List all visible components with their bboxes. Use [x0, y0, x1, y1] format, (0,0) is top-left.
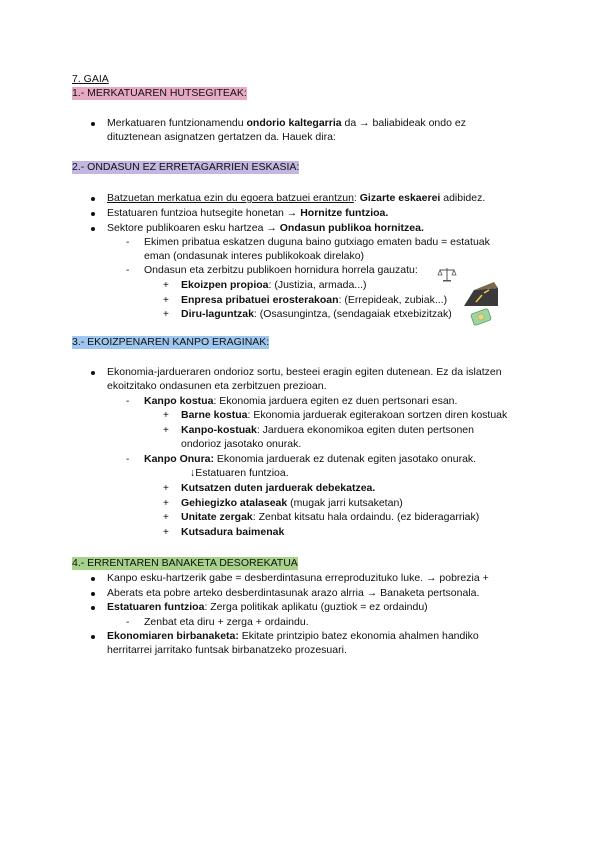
estatuaren-funtzioa-arrow: ↓Estatuaren funtzioa. [190, 467, 289, 479]
plus-marker: + [163, 410, 169, 421]
plus-marker: + [163, 527, 169, 538]
section-4-sub: Zenbat eta diru + zerga + ordaindu. [144, 616, 309, 628]
section-3-heading: 3.- EKOIZPENAREN KANPO ERAGINAK: [72, 336, 270, 348]
section-4-heading: 4.- ERRENTAREN BANAKETA DESOREKATUA [72, 557, 298, 569]
section-2-sub-1: Ekimen pribatua eskatzen duguna baino gutxiago ematen badu = estatuak [144, 236, 490, 248]
section-2-plus-3: Diru-laguntzak: (Osasungintza, (sendagaiak etxebizitzak) [181, 308, 452, 320]
ko-plus-3: Unitate zergak: Zenbat kitsatu hala ordaindu. (ez bideragarriak) [181, 511, 480, 523]
kanpo-onura: Kanpo Onura: Ekonomia jarduerak ez dutenak egiten jasotako onurak. [144, 453, 477, 465]
plus-marker: + [163, 309, 169, 320]
section-1-heading: 1.- MERKATUAREN HUTSEGITEAK: [72, 87, 247, 99]
bullet [91, 635, 95, 639]
section-1-paragraph: Merkatuaren funtzionamendu ondorio kaltegarria da → baliabideak ondo ez [107, 117, 466, 129]
road-icon [464, 282, 498, 306]
bullet [91, 212, 95, 216]
plus-marker: + [163, 483, 169, 494]
section-4-last: Ekonomiaren birbanaketa: Ekitate printzipio batez ekonomia ahalmen handiko [107, 630, 479, 642]
section-2-item-2: Estatuaren funtzioa hutsegite honetan → Hornitze funtzioa. [107, 207, 389, 219]
plus-marker: + [163, 295, 169, 306]
section-3-paragraph: Ekonomia-jardueraren ondorioz sortu, besteei eragin egiten dutenean. Ez da islatzen [107, 366, 502, 378]
section-2-item-1: Batzuetan merkatua ezin du egoera batzuei erantzun: Gizarte eskaerei adibidez. [107, 192, 486, 204]
plus-marker: + [163, 512, 169, 523]
ko-plus-4: Kutsadura baimenak [181, 526, 285, 538]
dash-marker: - [126, 396, 130, 407]
plus-marker: + [163, 280, 169, 291]
section-4-last-line2: herritarrei jarritako funtsak birbanatzeko prozesuari. [107, 644, 347, 656]
bullet [91, 592, 95, 596]
section-2-sub-2: Ondasun eta zerbitzu publikoen hornidura horrela gauzatu: [144, 264, 418, 276]
dash-marker: - [126, 237, 130, 248]
ko-plus-2: Gehiegizko atalaseak (mugak jarri kutsaketan) [181, 497, 403, 509]
bullet [91, 122, 95, 126]
section-4-item-3: Estatuaren funtzioa: Zerga politikak aplikatu (guztiok = ez ordaindu) [107, 601, 428, 613]
section-2-plus-2: Enpresa pribatuei erosterakoan: (Errepideak, zubiak...) [181, 294, 448, 306]
kanpo-kostua: Kanpo kostua: Ekonomia jarduera egiten ez duen pertsonari esan. [144, 395, 458, 407]
section-2-plus-1: Ekoizpen propioa: (Justizia, armada...) [181, 279, 367, 291]
kanpo-kostuak-line2: ondorioz jasotako onurak. [181, 438, 302, 450]
bullet [91, 227, 95, 231]
bullet [91, 371, 95, 375]
ko-plus-1: Kutsatzen duten jarduerak debekatzea. [181, 482, 376, 494]
plus-marker: + [163, 425, 169, 436]
bullet [91, 197, 95, 201]
dash-marker: - [126, 265, 130, 276]
section-4-item-1: Kanpo esku-hartzerik gabe = desberdintasuna erreproduzituko luke. → pobrezia + [107, 572, 489, 584]
dash-marker: - [126, 454, 130, 465]
page-title: 7. GAIA [72, 73, 109, 85]
section-4-item-2: Aberats eta pobre arteko desberdintasunak arazo alrria → Banaketa pertsonala. [107, 587, 480, 599]
plus-marker: + [163, 498, 169, 509]
bullet [91, 577, 95, 581]
money-icon [470, 306, 494, 326]
dash-marker: - [126, 617, 130, 628]
bullet [91, 606, 95, 610]
section-2-sub-1-line2: eman (ondasunak interes publikokoak direlako) [144, 250, 365, 262]
barne-kostua: Barne kostua: Ekonomia jarduerak egiterakoan sortzen diren kostuak [181, 409, 508, 421]
section-2-heading: 2.- ONDASUN EZ ERRETAGARRIEN ESKASIA: [72, 161, 300, 173]
kanpo-kostuak: Kanpo-kostuak: Jarduera ekonomikoa egiten duten pertsonen [181, 424, 474, 436]
section-3-paragraph-line2: ekoitzitako ondasunen eta zerbitzuen prezioan. [107, 380, 327, 392]
section-1-paragraph-line2: dituztenean asignatzen gertatzen da. Hauek dira: [107, 131, 336, 143]
section-2-item-3: Sektore publikoaren esku hartzea → Ondasun publikoa hornitzea. [107, 222, 424, 234]
scales-icon [437, 266, 457, 282]
